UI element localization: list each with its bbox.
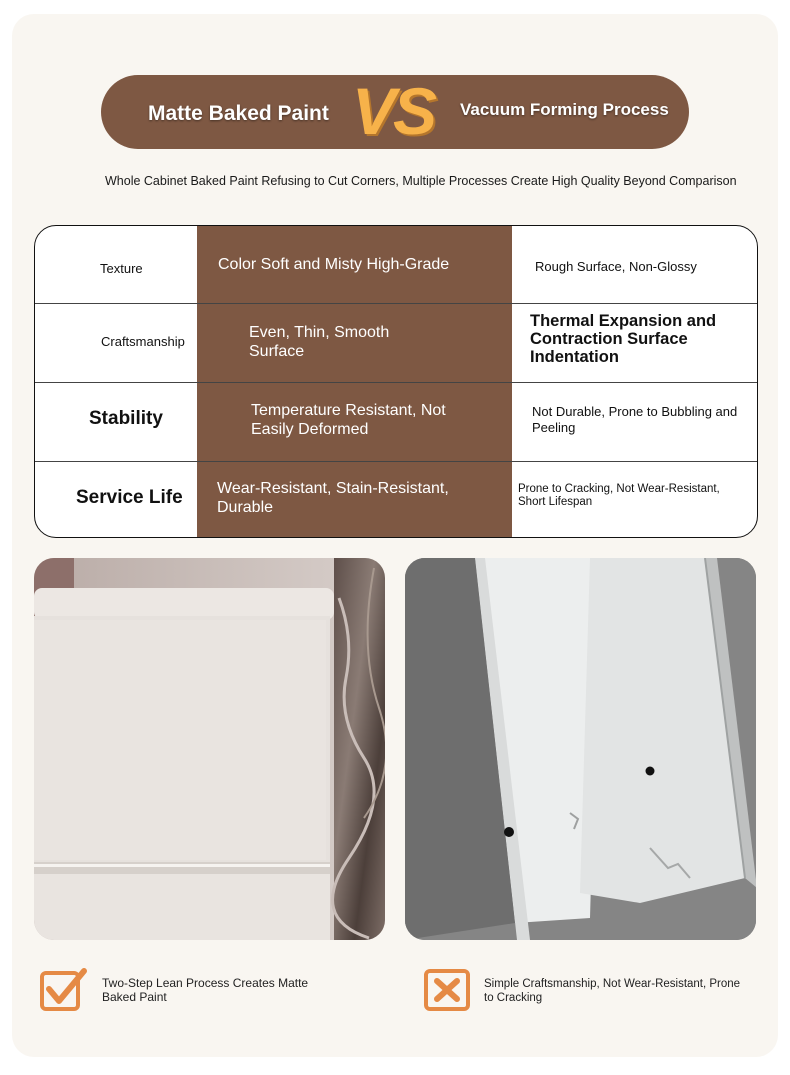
vacuum-texture-value: Rough Surface, Non-Glossy — [535, 259, 697, 274]
row-attribute-texture: Texture — [100, 261, 143, 276]
matte-stability-value: Temperature Resistant, Not Easily Deformed — [251, 402, 446, 438]
row-attribute-service-life: Service Life — [76, 487, 183, 508]
row-divider — [35, 461, 757, 462]
matte-cabinet-photo — [34, 558, 385, 940]
left-process-title: Matte Baked Paint — [148, 102, 329, 125]
vacuum-stability-value: Not Durable, Prone to Bubbling and Peeling — [532, 404, 738, 435]
vs-label: VS — [352, 74, 435, 148]
checkmark-box-icon — [40, 967, 80, 1007]
comparison-table — [34, 225, 758, 538]
row-attribute-stability: Stability — [89, 408, 163, 429]
subtitle: Whole Cabinet Baked Paint Refusing to Cut Corners, Multiple Processes Create High Quality Beyond Comparison — [105, 174, 737, 188]
matte-craftsmanship-value: Even, Thin, Smooth Surface — [249, 324, 390, 360]
vacuum-panels-photo — [405, 558, 756, 940]
row-attribute-craftsmanship: Craftsmanship — [101, 334, 185, 349]
row-divider — [35, 382, 757, 383]
right-process-title: Vacuum Forming Process — [460, 100, 669, 119]
matte-texture-value: Color Soft and Misty High-Grade — [218, 256, 450, 273]
vacuum-service-life-value: Prone to Cracking, Not Wear-Resistant, Short Lifespan — [518, 483, 720, 508]
right-footer-caption: Simple Craftsmanship, Not Wear-Resistant, Prone to Cracking — [484, 978, 741, 1004]
vacuum-craftsmanship-value: Thermal Expansion and Contraction Surface Indentation — [530, 312, 717, 366]
row-divider — [35, 303, 757, 304]
matte-service-life-value: Wear-Resistant, Stain-Resistant, Durable — [217, 480, 449, 516]
x-box-icon — [424, 967, 464, 1007]
left-footer-caption: Two-Step Lean Process Creates Matte Baked Paint — [102, 976, 309, 1004]
